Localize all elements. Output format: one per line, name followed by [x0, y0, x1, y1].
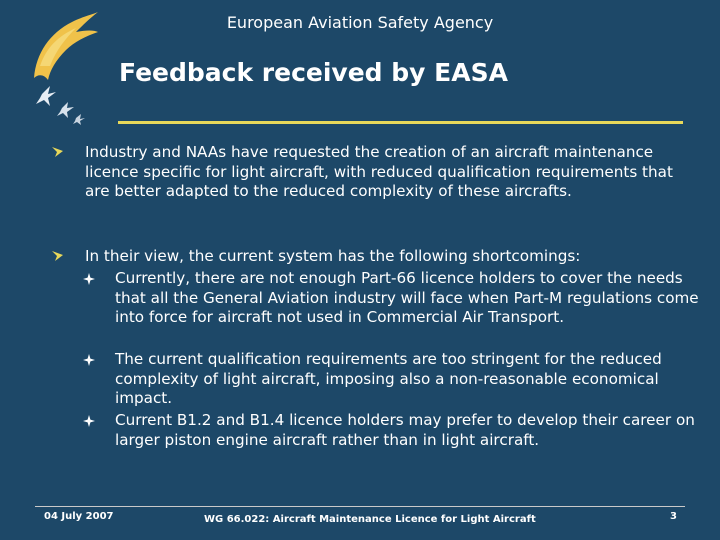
arrow-bullet-icon	[51, 144, 65, 158]
sub-bullet-text: Currently, there are not enough Part-66 licence holders to cover the needs that all the General Aviation industry will face when Part-M regulations come into force for aircraft not used in Commercial Air Transport.	[115, 269, 699, 326]
arrow-bullet-icon	[51, 248, 65, 262]
star-bullet-icon	[83, 273, 95, 285]
footer-divider	[35, 506, 685, 507]
slide-title: Feedback received by EASA	[119, 58, 508, 87]
star-bullet-icon	[83, 415, 95, 427]
bullet-text: In their view, the current system has the following shortcomings:	[85, 247, 581, 265]
footer-title: WG 66.022: Aircraft Maintenance Licence for Light Aircraft	[204, 514, 536, 525]
bullet-text: Industry and NAAs have requested the creation of an aircraft maintenance licence specific for light aircraft, with reduced qualification requirements that are better adapted to the reduced complexity of these aircrafts.	[85, 143, 673, 200]
footer-date: 04 July 2007	[44, 511, 114, 522]
page-number: 3	[670, 511, 677, 522]
sub-bullet-text: The current qualification requirements are too stringent for the reduced complexity of light aircraft, imposing also a non-reasonable economical impact.	[115, 350, 662, 407]
organization-name: European Aviation Safety Agency	[226, 13, 494, 32]
title-underline	[118, 121, 683, 124]
sub-bullet-text: Current B1.2 and B1.4 licence holders may prefer to develop their career on larger piston engine aircraft rather than in light aircraft.	[115, 411, 695, 449]
star-bullet-icon	[83, 354, 95, 366]
